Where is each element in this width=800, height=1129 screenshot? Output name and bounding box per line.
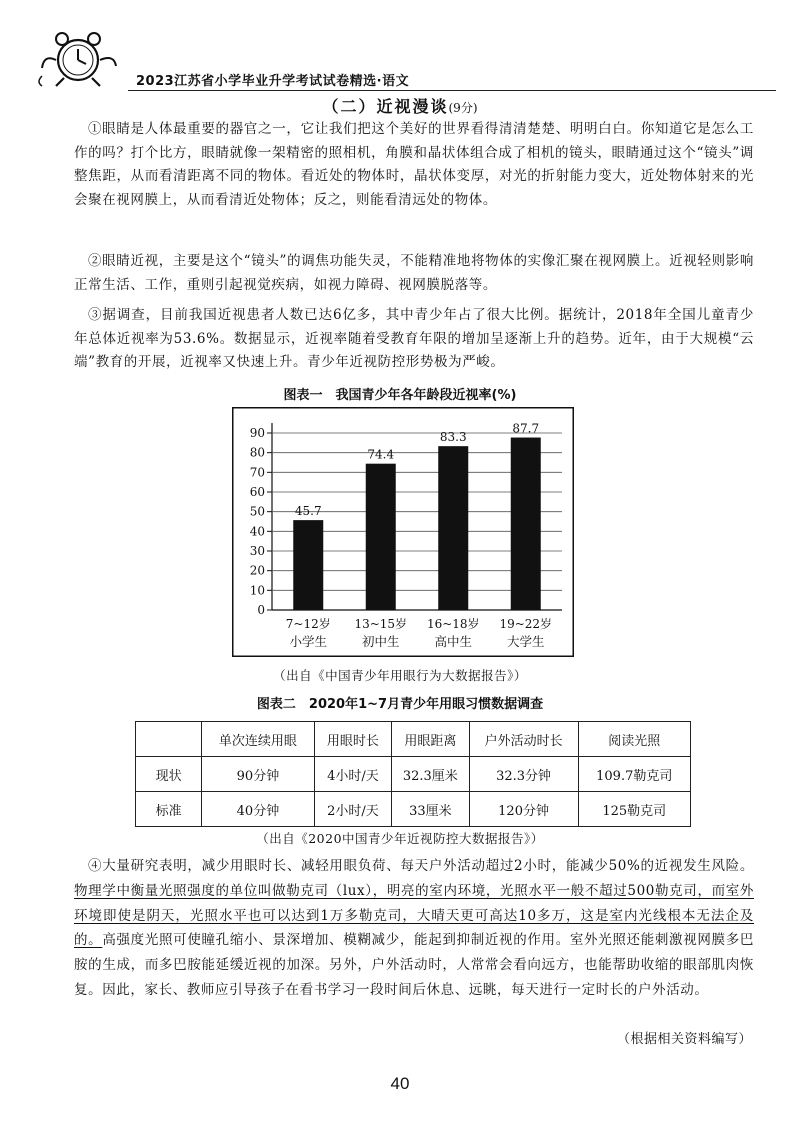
chart-svg: [232, 407, 574, 657]
paragraph-1: ①眼睛是人体最重要的器官之一，它让我们把这个美好的世界看得清清楚楚、明明白白。你知道它是怎么工作的吗？打个比方，眼睛就像一架精密的照相机，角膜和晶状体组合成了相机的镜头，眼睛通过这个“镜头”调整焦距，从而看清距离不同的物体。看近处的物体时，晶状体变厚，对光的折射能力变大，近处物体射来的光会聚在视网膜上，从而看清近处物体；反之，则能看清远处的物体。: [74, 121, 754, 208]
figure2-source: （出自《2020中国青少年近视防控大数据报告》）: [256, 831, 544, 846]
figure1-title: 图表一 我国青少年各年龄段近视率(%): [283, 388, 517, 403]
y-tick-label: 10: [249, 583, 265, 598]
y-tick-label: 50: [249, 504, 265, 519]
paragraph-4-underlined: 物理学中衡量光照强度的单位叫做勒克司（lux），明亮的室内环境，光照水平一般不超过500勒克司，而室外环境即使是阴天，光照水平也可以达到1万多勒克司，大晴天更可高达10多万，这是室内光线根本无法企及的。: [74, 882, 754, 949]
eye-habit-table: [135, 721, 691, 827]
x-category-label: 16~18岁: [426, 617, 480, 631]
table-cell: 32.3厘米: [392, 757, 470, 792]
x-category-sublabel: 初中生: [361, 634, 400, 649]
table-header-cell: 用眼时长: [314, 722, 391, 757]
table-header-cell: [136, 722, 202, 757]
myopia-bar-chart: [232, 407, 574, 657]
bar: [366, 464, 396, 610]
figure1-source: （出自《中国青少年用眼行为大数据报告》）: [273, 668, 527, 683]
table-header-row: [136, 722, 691, 757]
x-category-label: 7~12岁: [285, 617, 331, 631]
table-cell: 4小时/天: [314, 757, 391, 792]
table-row: [136, 792, 691, 827]
bar-value-label: 74.4: [367, 447, 395, 462]
table-header-cell: 户外活动时长: [469, 722, 578, 757]
table-header-cell: 单次连续用眼: [202, 722, 315, 757]
table-cell: 125勒克司: [578, 792, 690, 827]
table-cell: 40分钟: [202, 792, 315, 827]
table-row: [136, 757, 691, 792]
paragraph-4-intro: ④大量研究表明，减少用眼时长、减轻用眼负荷、每天户外活动超过2小时，能减少50%的近视发生风险。: [88, 858, 754, 874]
y-tick-label: 80: [249, 445, 265, 460]
alarm-clock-mascot-icon: [36, 24, 126, 90]
paragraph-4-rest: 高强度光照可使瞳孔缩小、景深增加、模糊减少，能起到抑制近视的作用。室外光照还能刺激视网膜多巴胺的生成，而多巴胺能延缓近视的加深。另外，户外活动时，人常常会看向远方，也能帮助收缩的眼部肌肉恢复。因此，家长、教师应引导孩子在看书学习一段时间后休息、远眺，每天进行一定时长的户外活动。: [74, 932, 754, 998]
source-credit: （根据相关资料编写）: [616, 1032, 752, 1047]
section-points: (9分): [448, 101, 478, 115]
x-category-sublabel: 高中生: [434, 634, 473, 649]
book-title: 2023江苏省小学毕业升学考试试卷精选·语文: [136, 74, 410, 89]
table-cell: 120分钟: [469, 792, 578, 827]
paragraph-2: ②眼睛近视，主要是这个“镜头”的调焦功能失灵，不能精准地将物体的实像汇聚在视网膜上。近视轻则影响正常生活、工作，重则引起视觉疾病，如视力障碍、视网膜脱落等。: [74, 253, 754, 293]
paragraph-3: ③据调查，目前我国近视患者人数已达6亿多，其中青少年占了很大比例。据统计，2018年全国儿童青少年总体近视率为53.6%。数据显示，近视率随着受教育年限的增加呈逐渐上升的趋势。近年，由于大规模“云端”教育的开展，近视率又快速上升。青少年近视防控形势极为严峻。: [74, 307, 754, 370]
y-tick-label: 40: [249, 524, 265, 539]
page-number: 40: [390, 1074, 410, 1093]
y-tick-label: 70: [249, 465, 265, 480]
section-title-text: （二）近视漫谈: [322, 97, 449, 116]
bar: [511, 438, 541, 610]
table-header-cell: 用眼距离: [392, 722, 470, 757]
figure2-title: 图表二 2020年1~7月青少年用眼习惯数据调查: [256, 697, 544, 712]
bar-value-label: 87.7: [512, 421, 540, 436]
bar-value-label: 83.3: [439, 430, 467, 445]
y-tick-label: 20: [249, 563, 265, 578]
section-title: [0, 94, 800, 117]
x-category-label: 19~22岁: [499, 617, 553, 631]
table-cell: 109.7勒克司: [578, 757, 690, 792]
header-divider: [128, 90, 776, 91]
table-cell: 现状: [136, 757, 202, 792]
bar: [293, 520, 323, 610]
x-category-label: 13~15岁: [354, 617, 408, 631]
table-cell: 标准: [136, 792, 202, 827]
y-tick-label: 0: [257, 603, 265, 617]
y-tick-label: 90: [249, 426, 265, 440]
paragraph-4: [74, 854, 754, 1003]
x-category-sublabel: 大学生: [506, 634, 545, 649]
y-tick-label: 60: [249, 485, 265, 499]
table-header-cell: 阅读光照: [578, 722, 690, 757]
x-category-sublabel: 小学生: [289, 634, 328, 649]
page-header: [36, 24, 776, 92]
y-tick-label: 30: [249, 544, 265, 558]
bar-value-label: 45.7: [294, 504, 322, 519]
table-cell: 2小时/天: [314, 792, 391, 827]
table-cell: 90分钟: [202, 757, 315, 792]
table-cell: 32.3分钟: [469, 757, 578, 792]
bar: [438, 446, 468, 610]
table-cell: 33厘米: [392, 792, 470, 827]
